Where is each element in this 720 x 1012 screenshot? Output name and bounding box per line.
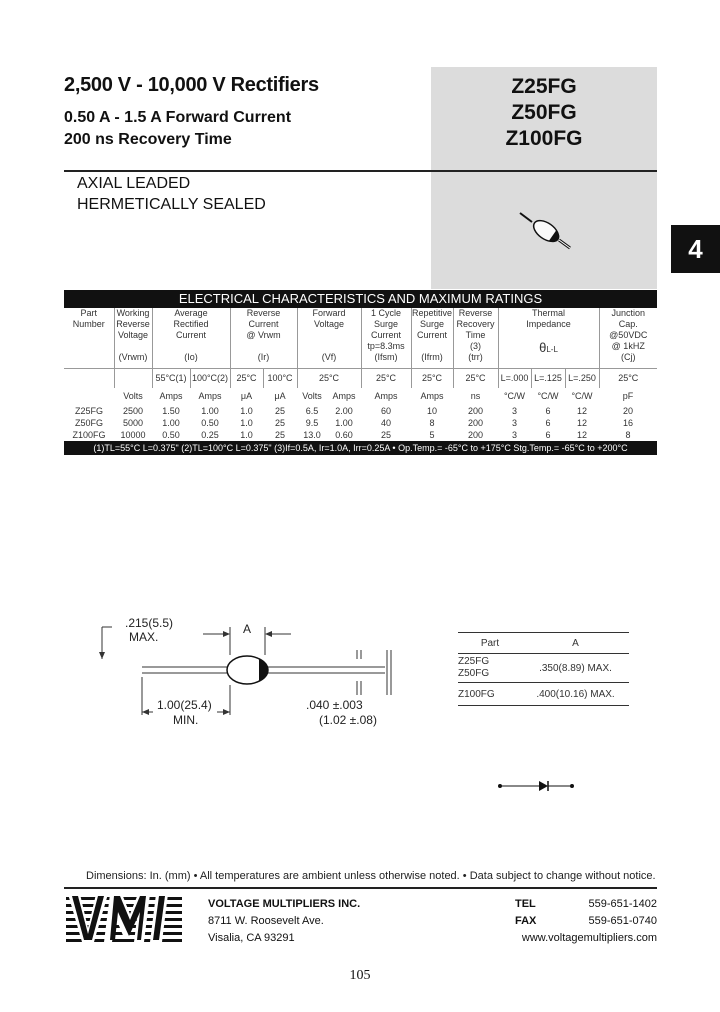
cond-ifrm: 25°C	[411, 369, 453, 389]
lead-dia-label: .040 ±.003	[306, 698, 363, 712]
header-part: Part Number	[64, 308, 114, 369]
header-ifrm: Repetitive Surge Current (Ifrm)	[411, 308, 453, 369]
outline-drawing	[95, 615, 395, 735]
part-number-z100fg: Z100FG	[505, 127, 583, 150]
units-row: Volts Amps Amps μA μA Volts Amps Amps Amps ns °C/W °C/W °C/W pF	[123, 391, 634, 401]
cond-io-55: 55°C(1)	[152, 369, 190, 389]
part-number-z50fg: Z50FG	[511, 101, 577, 124]
contact-block	[515, 896, 657, 947]
header-io: Average Rectified Current (Io)	[152, 308, 230, 369]
page-title: 2,500 V - 10,000 V Rectifiers	[64, 74, 319, 96]
cond-l000: L=.000	[498, 369, 531, 389]
header-vrwm: Working Reverse Voltage (Vrwm)	[114, 308, 152, 369]
dia-max: MAX.	[129, 630, 159, 644]
cond-vf: 25°C	[297, 369, 361, 389]
tel-label: TEL	[515, 898, 536, 910]
dim-col-part: Part	[458, 633, 522, 654]
subtitle-recovery: 200 ns Recovery Time	[64, 131, 232, 148]
header-thermal: Thermal Impedance θL-L	[498, 308, 599, 369]
cond-l250: L=.250	[565, 369, 599, 389]
feature-list	[77, 173, 266, 215]
header-ir: Reverse Current @ Vrwm (Ir)	[230, 308, 297, 369]
company-block	[208, 896, 360, 947]
header-ifsm: 1 Cycle Surge Current tp=8.3ms (Ifsm)	[361, 308, 411, 369]
header-cap: Junction Cap. @50VDC @ 1kHZ (Cj)	[609, 308, 648, 362]
lead-length-label: 1.00(25.4)	[157, 698, 212, 712]
company-name: VOLTAGE MULTIPLIERS INC.	[208, 898, 361, 910]
dia-label: .215(5.5)	[125, 616, 174, 630]
table-header-row	[64, 308, 657, 369]
cond-l125: L=.125	[531, 369, 565, 389]
diode-package-image	[514, 207, 574, 252]
lead-length-min: MIN.	[173, 713, 199, 727]
theta-subscript: L-L	[546, 345, 558, 354]
table-row: Z25FG 2500 1.50 1.00 1.0 25 6.5 2.00 60 10 200 3 6 12 20	[74, 406, 633, 416]
cond-ir-25: 25°C	[230, 369, 263, 389]
header-trr: Reverse Recovery Time (3) (trr)	[453, 308, 498, 369]
electrical-characteristics-table	[64, 290, 657, 455]
header-vf: Forward Voltage (Vf)	[297, 308, 361, 369]
footnote: Dimensions: In. (mm) • All temperatures are ambient unless otherwise noted. • Data subject to change without notice.	[86, 870, 656, 882]
cond-trr: 25°C	[453, 369, 498, 389]
fax-label: FAX	[515, 915, 537, 927]
table-row: Z50FG 5000 1.00 0.50 1.0 25 9.5 1.00 40 8 200 3 6 12 16	[74, 418, 633, 428]
table-title: ELECTRICAL CHARACTERISTICS AND MAXIMUM RATINGS	[64, 290, 657, 308]
section-tab: 4	[671, 225, 720, 273]
table-footnote: (1)TL=55°C L=0.375" (2)TL=100°C L=0.375" (3)If=0.5A, Ir=1.0A, Irr=0.25A • Op.Temp.= -65°C to +175°C Stg.Temp.= -65°C to +200°C	[64, 441, 657, 455]
feature-axial: AXIAL LEADED	[77, 175, 191, 192]
cathode-band	[259, 658, 269, 682]
dim-col-a: A	[522, 633, 629, 654]
cond-ifsm: 25°C	[361, 369, 411, 389]
footer-divider	[64, 887, 657, 889]
lead-dia-mm: (1.02 ±.08)	[319, 713, 377, 727]
fax-number: 559-651-0740	[588, 915, 657, 927]
subtitle-current: 0.50 A - 1.5 A Forward Current	[64, 109, 292, 126]
page-number: 105	[349, 968, 371, 983]
company-address1: 8711 W. Roosevelt Ave.	[208, 915, 324, 927]
theta-symbol: θ	[539, 340, 547, 355]
header-divider	[64, 170, 657, 172]
table-row: Z25FG Z50FG .350(8.89) MAX.	[458, 654, 629, 683]
conditions-row	[64, 369, 657, 389]
company-logo	[66, 894, 182, 942]
website-link[interactable]: www.voltagemultipliers.com	[521, 932, 657, 944]
tel-number: 559-651-1402	[588, 898, 657, 910]
cond-ir-100: 100°C	[263, 369, 297, 389]
cond-io-100: 100°C(2)	[190, 369, 230, 389]
a-label: A	[242, 622, 252, 636]
table-row: Z100FG .400(10.16) MAX.	[458, 683, 629, 706]
feature-sealed: HERMETICALLY SEALED	[77, 196, 266, 213]
cond-cap: 25°C	[599, 369, 657, 389]
company-address2: Visalia, CA 93291	[208, 932, 295, 944]
diode-schematic-symbol	[497, 780, 577, 792]
dimension-table	[458, 632, 629, 706]
part-number-z25fg: Z25FG	[511, 75, 577, 98]
table-row: Z100FG 10000 0.50 0.25 1.0 25 13.0 0.60 25 5 200 3 6 12 8	[72, 430, 631, 440]
